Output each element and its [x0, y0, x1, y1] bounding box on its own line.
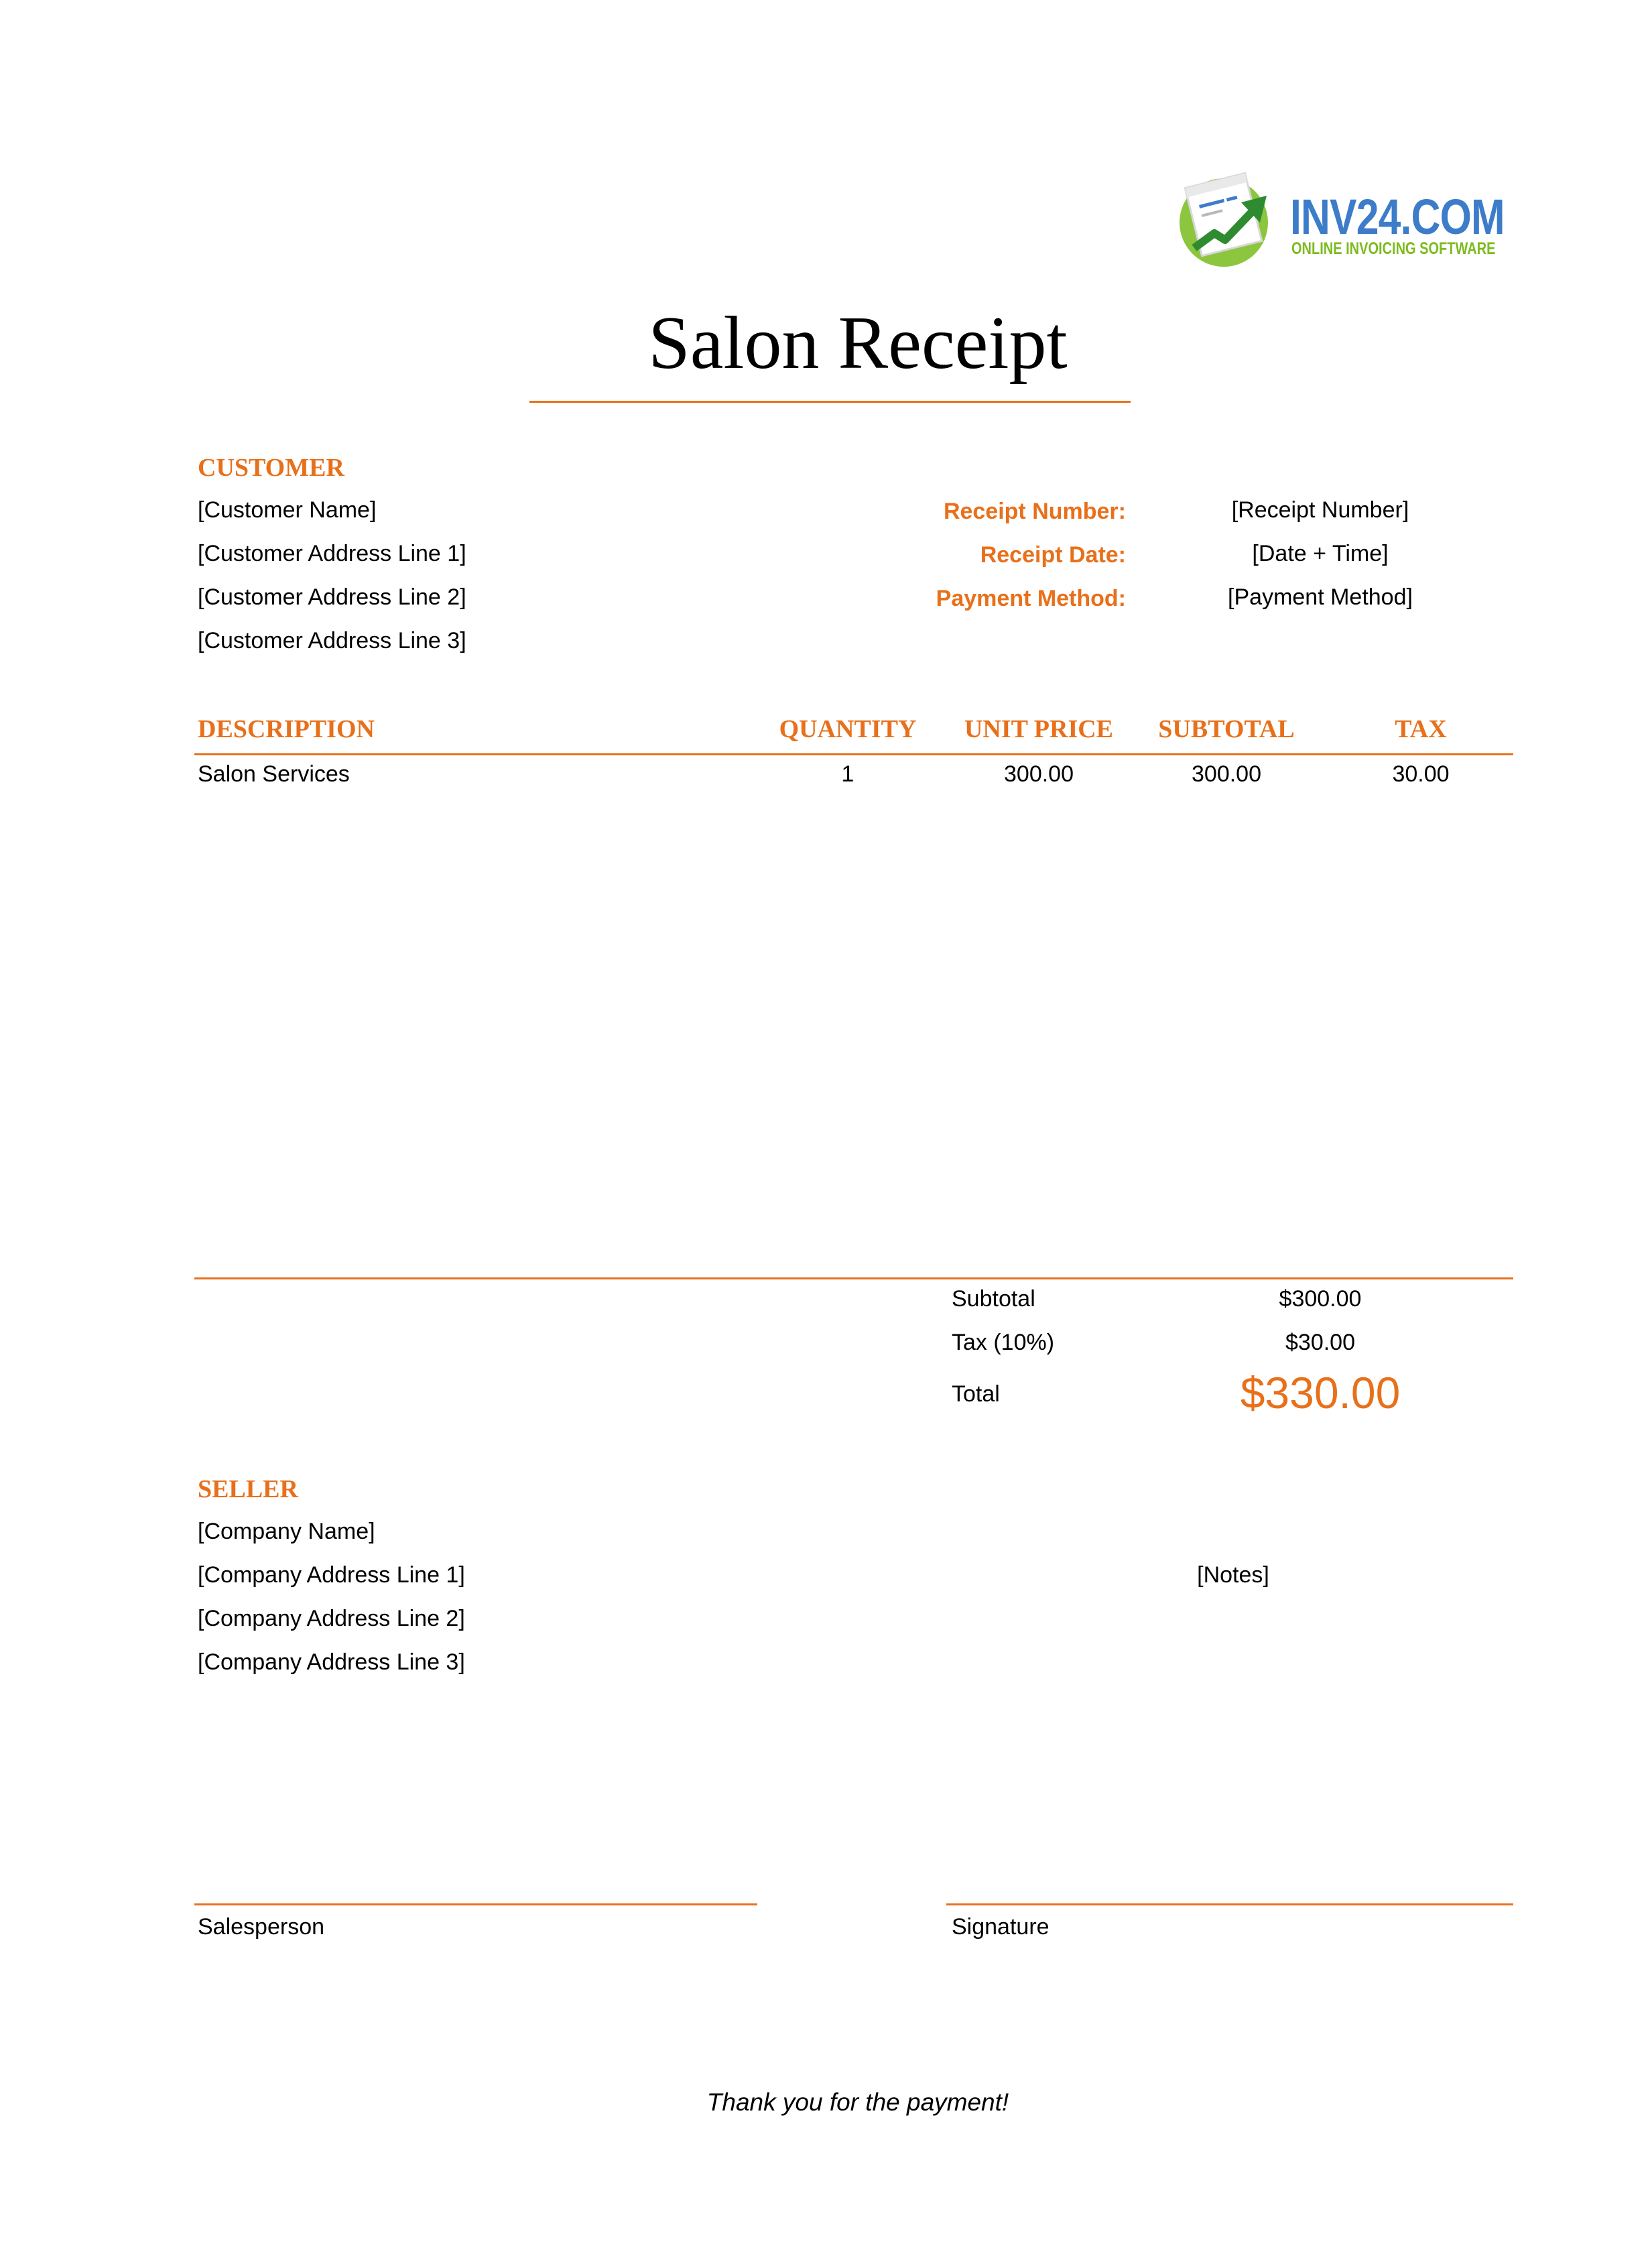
- signature-line: [946, 1903, 1513, 1905]
- salesperson-line: [194, 1903, 757, 1905]
- column-header-tax: TAX: [1395, 715, 1447, 743]
- seller-heading: SELLER: [198, 1475, 298, 1503]
- column-header-description: DESCRIPTION: [198, 715, 375, 743]
- title-underline: [529, 401, 1131, 403]
- row-quantity: 1: [841, 761, 854, 787]
- logo-tagline: ONLINE INVOICING SOFTWARE: [1291, 239, 1496, 258]
- subtotal-label: Subtotal: [952, 1286, 1035, 1312]
- notes: [Notes]: [1197, 1562, 1269, 1588]
- company-address-line-3: [Company Address Line 3]: [198, 1649, 465, 1675]
- receipt-number-label: Receipt Number:: [943, 499, 1126, 524]
- customer-address-line-1: [Customer Address Line 1]: [198, 541, 466, 566]
- row-subtotal: 300.00: [1192, 761, 1261, 787]
- customer-name: [Customer Name]: [198, 497, 377, 523]
- invoice-chart-logo-icon: [1174, 169, 1281, 269]
- customer-address-line-2: [Customer Address Line 2]: [198, 584, 466, 610]
- table-header-rule: [194, 753, 1513, 755]
- column-header-quantity: QUANTITY: [779, 715, 917, 743]
- company-address-line-2: [Company Address Line 2]: [198, 1606, 465, 1631]
- row-description: Salon Services: [198, 761, 350, 787]
- logo-wordmark: INV24.COM: [1290, 189, 1505, 245]
- signature-label: Signature: [952, 1914, 1050, 1940]
- table-bottom-rule: [194, 1277, 1513, 1279]
- company-name: [Company Name]: [198, 1519, 375, 1544]
- receipt-date-label: Receipt Date:: [980, 542, 1126, 568]
- row-unit-price: 300.00: [1004, 761, 1074, 787]
- salesperson-label: Salesperson: [198, 1914, 325, 1940]
- payment-method-value: [Payment Method]: [1228, 584, 1413, 610]
- total-label: Total: [952, 1381, 1000, 1407]
- customer-address-line-3: [Customer Address Line 3]: [198, 628, 466, 653]
- receipt-number-value: [Receipt Number]: [1231, 497, 1409, 523]
- payment-method-label: Payment Method:: [936, 586, 1126, 611]
- column-header-subtotal: SUBTOTAL: [1158, 715, 1295, 743]
- thank-you-note: Thank you for the payment!: [706, 2088, 1009, 2116]
- tax-label: Tax (10%): [952, 1330, 1055, 1355]
- receipt-date-value: [Date + Time]: [1252, 541, 1389, 566]
- document-title: Salon Receipt: [648, 302, 1068, 385]
- subtotal-value: $300.00: [1279, 1286, 1362, 1312]
- company-address-line-1: [Company Address Line 1]: [198, 1562, 465, 1588]
- tax-value: $30.00: [1285, 1330, 1355, 1355]
- row-tax: 30.00: [1392, 761, 1450, 787]
- total-value: $330.00: [1240, 1368, 1401, 1418]
- column-header-unit-price: UNIT PRICE: [964, 715, 1114, 743]
- customer-heading: CUSTOMER: [198, 454, 344, 482]
